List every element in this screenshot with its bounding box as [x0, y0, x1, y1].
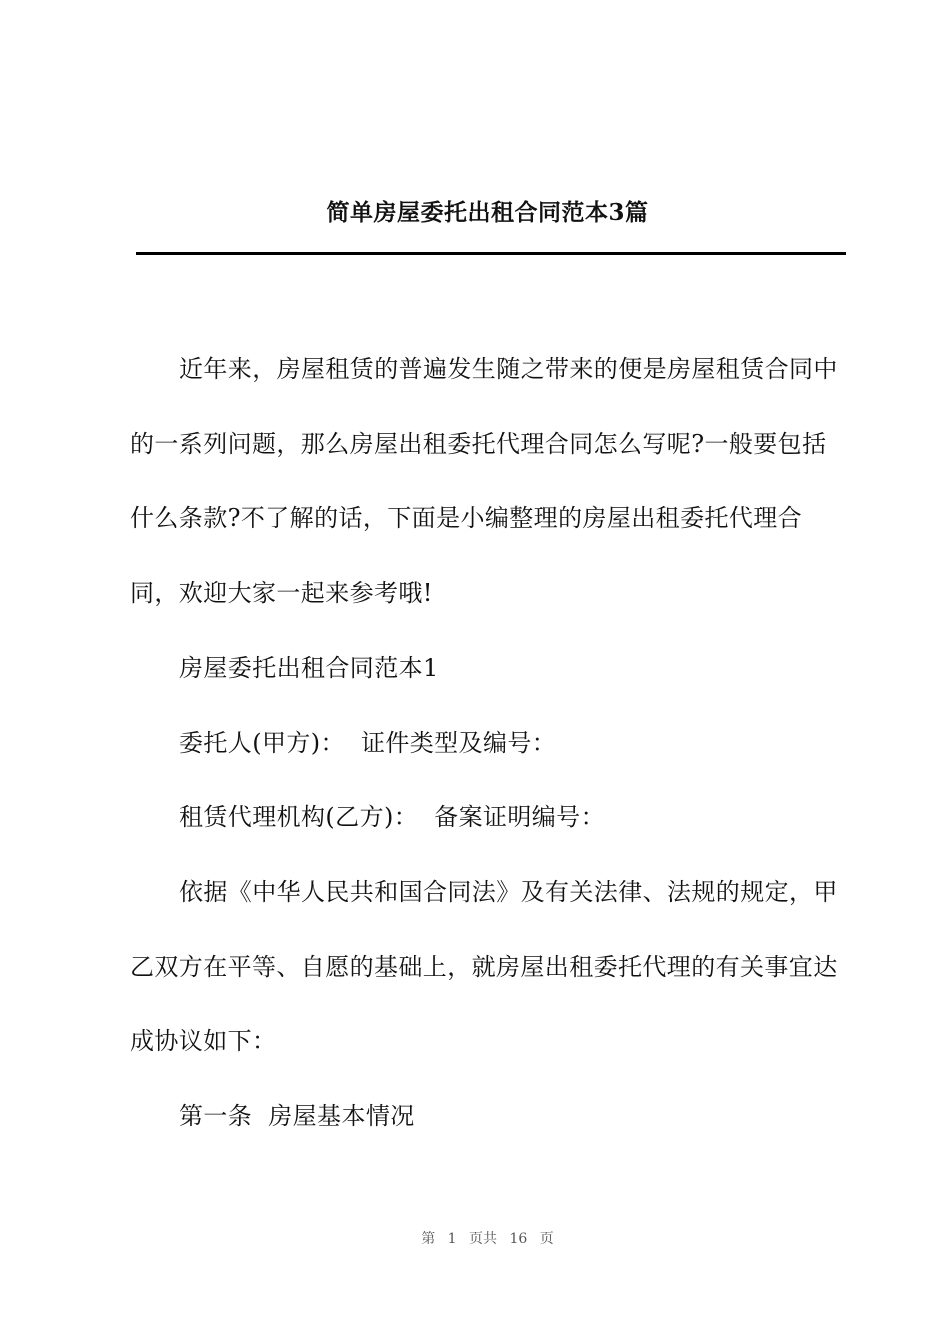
agent-line: 租赁代理机构(乙方)： 备案证明编号： — [179, 803, 605, 832]
page-number: 第 1 页共 16 页 — [421, 1231, 554, 1247]
section-heading: 房屋委托出租合同范本1 — [179, 653, 439, 682]
document-title: 简单房屋委托出租合同范本3篇 — [326, 199, 649, 226]
legal-basis-paragraph: 依据《中华人民共和国合同法》及有关法律、法规的规定，甲乙双方在平等、自愿的基础上，就房屋出租委托代理的有关事宜达成协议如下： — [130, 877, 838, 1056]
title-divider — [136, 252, 846, 255]
intro-paragraph: 近年来，房屋租赁的普遍发生随之带来的便是房屋租赁合同中的一系列问题，那么房屋出租委托代理合同怎么写呢?一般要包括什么条款?不了解的话，下面是小编整理的房屋出租委托代理合同，欢迎大家一起来参考哦! — [130, 355, 838, 608]
article-one-heading: 第一条 房屋基本情况 — [179, 1102, 415, 1131]
principal-line: 委托人(甲方)： 证件类型及编号： — [179, 728, 557, 757]
document-body — [130, 332, 846, 1154]
